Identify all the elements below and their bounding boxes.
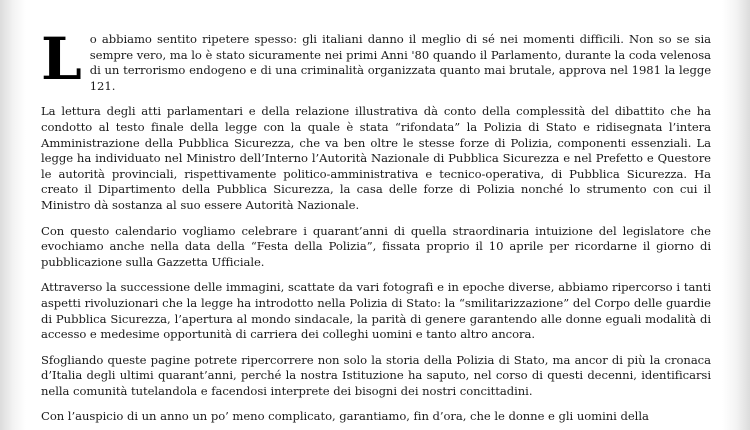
paragraph-storia: Sfogliando queste pagine potrete ripercorrere non solo la storia della Polizia di Stato, ma ancor di più la cronaca d’Italia degli ultimi quarant’anni, perché la nostra Istituzione ha saputo, nel corso di questi decenni, identificarsi nella comunità tutelandola e facendosi interprete dei bisogni dei nostri concittadini. (41, 352, 711, 398)
body-text (41, 25, 711, 430)
intro-paragraph (41, 25, 711, 94)
paragraph-calendario: Con questo calendario vogliamo celebrare i quarant’anni di quella straordinaria intuizione del legislatore che evochiamo anche nella data della “Festa della Polizia”, fissata proprio il 10 aprile per ricordarne il giorno di pubblicazione sulla Gazzetta Ufficiale. (41, 223, 711, 269)
paragraph-immagini: Attraverso la successione delle immagini, scattate da vari fotografi e in epoche diverse, abbiamo ripercorso i tanti aspetti rivoluzionari che la legge ha introdotto nella Polizia di Stato: la “smilitarizzazione” del Corpo delle guardie di Pubblica Sicurezza, l’apertura al mondo sindacale, la parità di genere garantendo alle donne eguali modalità di accesso e medesime opportunità di carriera dei colleghi uomini e tanto altro ancora. (41, 280, 711, 342)
paragraph-auspicio: Con l’auspicio di un anno un po’ meno complicato, garantiamo, fin d’ora, che le donne e gli uomini della (41, 409, 649, 424)
drop-cap: L (41, 25, 82, 93)
intro-text: o abbiamo sentito ripetere spesso: gli italiani danno il meglio di sé nei momenti difficili. Non so se sia sempre vero, ma lo è stato sicuramente nei primi Anni '80 quando il Parlamento, durante la coda velenosa di un terrorismo endogeno e di una criminalità organizzata quanto mai brutale, approva nel 1981 la legge 121. (89, 32, 711, 93)
paragraph-legge-121: La lettura degli atti parlamentari e della relazione illustrativa dà conto della complessità del dibattito che ha condotto al testo finale della legge con la quale è stata “rifondata” la Polizia di Stato e ridisegnata l’intera Amministrazione della Pubblica Sicurezza, che va ben oltre le stesse forze di Polizia, componenti essenziali. La legge ha individuato nel Ministro dell’Interno l’Autorità Nazionale di Pubblica Sicurezza e nel Prefetto e Questore le autorità provinciali, rispettivamente politico-amministrativa e tecnico-operativa, di Pubblica Sicurezza. Ha creato il Dipartimento della Pubblica Sicurezza, la casa delle forze di Polizia nonché lo strumento con cui il Ministro dà sostanza al suo essere Autorità Nazionale. (41, 104, 711, 212)
